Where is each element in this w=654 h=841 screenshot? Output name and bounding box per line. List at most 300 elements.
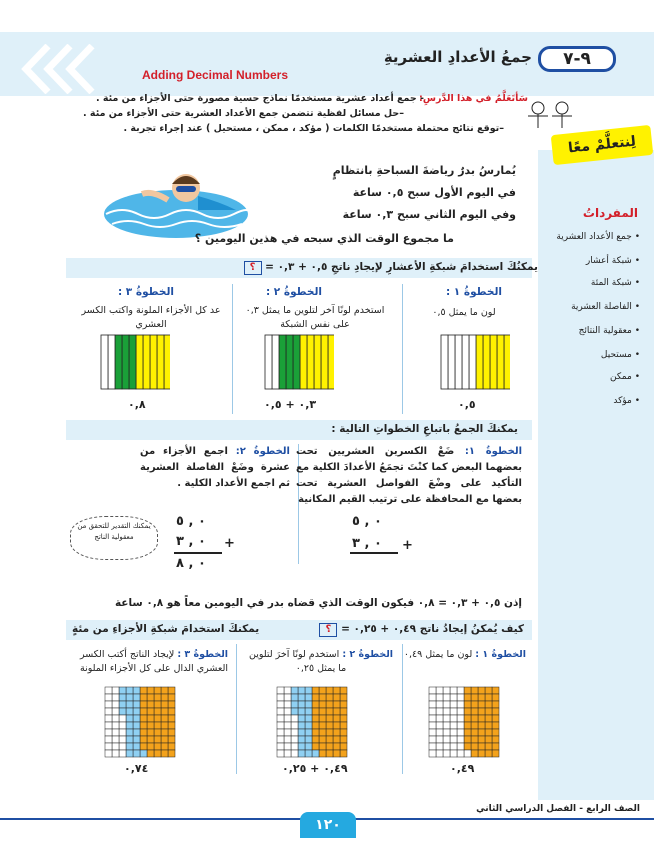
- section3-step1-head: الخطوةُ ١ :: [475, 649, 526, 660]
- vocab-item-label: الفاصلة العشرية: [571, 302, 632, 312]
- grid-cell: [119, 701, 126, 708]
- grid-cell: [464, 687, 471, 694]
- grid-cell: [147, 694, 154, 701]
- grid-cell: [112, 708, 119, 715]
- grid-cell: [126, 694, 133, 701]
- grid-cell: [450, 687, 457, 694]
- grid-cell: [457, 722, 464, 729]
- grid-cell: [333, 701, 340, 708]
- grid-cell: [168, 750, 175, 757]
- grid-cell: [443, 687, 450, 694]
- grid-cell: [305, 715, 312, 722]
- section1-heading-text: يمكنُكَ استخدامَ شبكةِ الأعشارِ لإيجادِ ناتجِ ٠,٥ + ٠,٣ =: [265, 261, 538, 273]
- grid-cell: [161, 715, 168, 722]
- grid-cell: [492, 750, 499, 757]
- grid-cell: [291, 736, 298, 743]
- calc-left-sum: ٠ , ٨: [176, 556, 206, 571]
- chevron-decoration-icon: [8, 44, 98, 94]
- grid-cell: [326, 722, 333, 729]
- grid-cell: [140, 722, 147, 729]
- grid-cell: [319, 729, 326, 736]
- grid-cell: [168, 722, 175, 729]
- grid-cell: [429, 701, 436, 708]
- grid-cell: [133, 729, 140, 736]
- grid-cell: [112, 729, 119, 736]
- section1-step1-text: لون ما يمثل ٠,٥: [432, 307, 496, 318]
- grid-cell: [126, 701, 133, 708]
- grid-cell: [105, 701, 112, 708]
- grid-cell: [133, 715, 140, 722]
- section3-step1-text: لون ما يمثل ٠,٤٩: [403, 649, 473, 660]
- section2-step2-text: اجمع الأجزاء من عشرة وضَعْ الفاصلة العشرية ثم اجمع الأعداد الكلية .: [140, 446, 290, 489]
- grid-cell: [277, 687, 284, 694]
- section3-step3-value: ٠,٧٤: [124, 762, 149, 775]
- grid-cell: [291, 729, 298, 736]
- vocab-item: • مستحيل: [600, 350, 640, 360]
- grid-cell: [340, 715, 347, 722]
- grid-cell: [147, 736, 154, 743]
- grid-cell: [140, 750, 147, 757]
- grid-cell: [429, 694, 436, 701]
- grid-cell: [436, 729, 443, 736]
- grid-cell: [154, 743, 161, 750]
- objective-3: –توقع نتائج محتملة مستخدمًا الكلمات ( مؤكد ، ممكن ، مستحيل ) عند إجراء تجربة .: [123, 123, 504, 134]
- vocabulary-title: المفرداتُ: [582, 206, 638, 220]
- grid-cell: [450, 722, 457, 729]
- grid-cell: [333, 715, 340, 722]
- grid-cell: [105, 708, 112, 715]
- grid-cell: [105, 715, 112, 722]
- grid-cell: [443, 694, 450, 701]
- grid-cell: [119, 729, 126, 736]
- grid-cell: [112, 687, 119, 694]
- objective-2: –حل مسائل لفظية تتضمن جمع الأعداد العشرية حتى الأجزاء من مئة .: [83, 108, 404, 119]
- section2-step1-text: ضَعْ الكسرين العشريين تحت بعضهما البعض كما كنْتَ تجمَعُ الأعدادَ الكلية مع التأكيد على وضْعَ الفواصل العشرية تحت بعضها مع المحافظة على ترتيب القيم المكانية: [296, 446, 522, 505]
- grid-cell: [277, 701, 284, 708]
- grid-cell: [328, 335, 334, 389]
- grid-cell: [319, 687, 326, 694]
- grid-cell: [340, 743, 347, 750]
- grid-cell: [450, 743, 457, 750]
- grid-cell: [326, 694, 333, 701]
- calc-right-mid: ٠ , ٣: [352, 536, 382, 551]
- grid-cell: [478, 708, 485, 715]
- grid-cell: [450, 750, 457, 757]
- grid-cell: [126, 743, 133, 750]
- grid-cell: [326, 715, 333, 722]
- grid-cell: [147, 729, 154, 736]
- grid-cell: [450, 729, 457, 736]
- grid-cell: [457, 729, 464, 736]
- grid-cell: [119, 736, 126, 743]
- grid-cell: [471, 743, 478, 750]
- grid-cell: [298, 722, 305, 729]
- grid-cell: [340, 750, 347, 757]
- grid-cell: [471, 701, 478, 708]
- grid-cell: [464, 701, 471, 708]
- grid-cell: [333, 750, 340, 757]
- grid-cell: [485, 743, 492, 750]
- grid-cell: [168, 743, 175, 750]
- grid-cell: [140, 736, 147, 743]
- lesson-title: جمعُ الأعدادِ العشريةِ: [383, 48, 532, 66]
- grid-cell: [112, 750, 119, 757]
- grid-cell: [291, 750, 298, 757]
- grid-cell: [312, 750, 319, 757]
- grid-cell: [312, 722, 319, 729]
- grid-cell: [154, 687, 161, 694]
- grid-cell: [333, 694, 340, 701]
- grid-cell: [265, 335, 272, 389]
- grid-cell: [108, 335, 115, 389]
- grid-cell: [291, 715, 298, 722]
- grid-cell: [312, 743, 319, 750]
- grid-cell: [319, 743, 326, 750]
- grid-cell: [450, 708, 457, 715]
- grid-cell: [284, 743, 291, 750]
- grid-cell: [457, 708, 464, 715]
- grid-cell: [298, 694, 305, 701]
- grid-cell: [154, 736, 161, 743]
- calc-left-top: [176, 514, 206, 529]
- grid-cell: [140, 694, 147, 701]
- grid-cell: [157, 335, 164, 389]
- grid-cell: [298, 743, 305, 750]
- grid-cell: [154, 694, 161, 701]
- grid-cell: [105, 750, 112, 757]
- grid-cell: [436, 694, 443, 701]
- grid-cell: [291, 708, 298, 715]
- grid-cell: [478, 715, 485, 722]
- grid-cell: [284, 708, 291, 715]
- grid-cell: [305, 743, 312, 750]
- vocab-item: • شبكة المئة: [590, 278, 640, 288]
- learn-label: سَأتَعَلَّمُ في هذا الدَّرسِ:: [419, 93, 528, 104]
- section3-step2-head: الخطوةُ ٢ :: [342, 649, 394, 660]
- grid-cell: [154, 701, 161, 708]
- grid-cell: [105, 687, 112, 694]
- grid-cell: [429, 736, 436, 743]
- grid-cell: [340, 729, 347, 736]
- grid-cell: [115, 335, 122, 389]
- grid-cell: [284, 694, 291, 701]
- grid-cell: [133, 687, 140, 694]
- grid-cell: [305, 722, 312, 729]
- story-intro: يُمارسُ بدرٌ رياضةَ السباحةِ بانتظامٍ: [332, 164, 516, 177]
- grid-cell: [305, 729, 312, 736]
- grid-cell: [326, 687, 333, 694]
- grid-cell: [277, 708, 284, 715]
- grid-cell: [443, 708, 450, 715]
- grid-cell: [277, 694, 284, 701]
- section3-heading-right: يمكنكَ استخدامَ شبكةِ الأجزاءِ من مئةٍ: [72, 623, 260, 635]
- grid-cell: [147, 715, 154, 722]
- grid-cell: [443, 715, 450, 722]
- grid-cell: [126, 722, 133, 729]
- grid-cell: [298, 701, 305, 708]
- grid-cell: [279, 335, 286, 389]
- grid-cell: [284, 729, 291, 736]
- calc-left-line: [174, 552, 222, 554]
- grid-cell: [476, 335, 483, 389]
- grid-cell: [284, 736, 291, 743]
- grid-cell: [277, 715, 284, 722]
- grid-cell: [492, 715, 499, 722]
- grid-cell: [272, 335, 279, 389]
- grid-cell: [471, 694, 478, 701]
- grid-cell: [455, 335, 462, 389]
- grid-cell: [161, 729, 168, 736]
- grid-cell: [464, 722, 471, 729]
- grid-cell: [168, 736, 175, 743]
- grid-cell: [436, 750, 443, 757]
- section3-step2-text: استخدم لونًا آخرَ لتلوين ما يمثل ٠,٢٥: [248, 649, 347, 674]
- grid-cell: [140, 687, 147, 694]
- grid-cell: [161, 708, 168, 715]
- grid-cell: [478, 750, 485, 757]
- grid-cell: [168, 687, 175, 694]
- grid-cell: [298, 708, 305, 715]
- grid-cell: [291, 743, 298, 750]
- grid-cell: [154, 722, 161, 729]
- section3-step3-text: لإيجاد الناتج أكتب الكسر العشري الدال على كل الأجزاء الملونة: [79, 649, 228, 674]
- grid-cell: [154, 708, 161, 715]
- grade-label: الصف الرابع - الفصل الدراسي الثاني: [476, 804, 640, 814]
- grid-cell: [133, 708, 140, 715]
- section3-step3: [76, 648, 232, 676]
- grid-cell: [340, 701, 347, 708]
- grid-cell: [441, 335, 448, 389]
- grid-cell: [471, 736, 478, 743]
- grid-cell: [112, 701, 119, 708]
- grid-cell: [312, 715, 319, 722]
- grid-cell: [497, 335, 504, 389]
- grid-cell: [471, 729, 478, 736]
- divider: [402, 284, 403, 414]
- grid-cell: [112, 715, 119, 722]
- grid-cell: [450, 694, 457, 701]
- grid-cell: [140, 701, 147, 708]
- vocab-item-label: شبكة أعشار: [585, 256, 632, 266]
- grid-cell: [150, 335, 157, 389]
- grid-cell: [143, 335, 150, 389]
- grid-cell: [340, 687, 347, 694]
- grid-cell: [319, 708, 326, 715]
- section3-heading-left: [319, 623, 524, 637]
- grid-cell: [321, 335, 328, 389]
- grid-cell: [333, 743, 340, 750]
- section1-step2-head: الخطوةُ ٢ :: [265, 286, 322, 298]
- grid-cell: [429, 743, 436, 750]
- grid-cell: [443, 743, 450, 750]
- grid-cell: [133, 722, 140, 729]
- grid-cell: [168, 708, 175, 715]
- question-mark-box: ؟: [319, 623, 337, 637]
- grid-cell: [133, 736, 140, 743]
- grid-cell: [485, 715, 492, 722]
- grid-cell: [119, 722, 126, 729]
- lesson-number: ٩-٧: [538, 46, 616, 72]
- grid-cell: [133, 701, 140, 708]
- grid-cell: [112, 694, 119, 701]
- grid-cell: [105, 729, 112, 736]
- grid-cell: [462, 335, 469, 389]
- grid-cell: [105, 736, 112, 743]
- grid-cell: [457, 750, 464, 757]
- grid-cell: [277, 736, 284, 743]
- section1-heading: [244, 261, 539, 275]
- grid-cell: [319, 722, 326, 729]
- grid-cell: [147, 743, 154, 750]
- grid-cell: [464, 694, 471, 701]
- grid-cell: [105, 722, 112, 729]
- grid-cell: [119, 687, 126, 694]
- grid-cell: [154, 715, 161, 722]
- grid-cell: [147, 722, 154, 729]
- grid-cell: [457, 736, 464, 743]
- grid-cell: [326, 729, 333, 736]
- divider: [402, 644, 403, 774]
- grid-cell: [492, 743, 499, 750]
- grid-cell: [478, 701, 485, 708]
- grid-cell: [469, 335, 476, 389]
- grid-cell: [286, 335, 293, 389]
- vocab-item-label: شبكة المئة: [590, 278, 632, 288]
- grid-cell: [164, 335, 170, 389]
- grid-cell: [298, 687, 305, 694]
- grid-cell: [457, 743, 464, 750]
- section3-step2-value: ٠,٤٩ + ٠,٢٥: [282, 762, 348, 775]
- grid-cell: [291, 694, 298, 701]
- grid-cell: [168, 729, 175, 736]
- vocab-item-label: ممكن: [609, 372, 632, 382]
- grid-cell: [126, 750, 133, 757]
- grid-cell: [443, 736, 450, 743]
- grid-cell: [450, 715, 457, 722]
- section2-step2: [140, 444, 290, 492]
- grid-cell: [478, 736, 485, 743]
- vocab-item-label: جمع الأعداد العشرية: [556, 232, 632, 242]
- grid-cell: [340, 722, 347, 729]
- section3-step2: [246, 648, 396, 676]
- grid-cell: [119, 715, 126, 722]
- estimation-tip-cloud: يمكنك التقدير للتحقق من معقولية الناتج: [70, 516, 158, 560]
- grid-cell: [478, 687, 485, 694]
- vocab-item: • الفاصلة العشرية: [571, 302, 640, 312]
- grid-cell: [443, 750, 450, 757]
- stick-figures-icon: [522, 100, 582, 132]
- grid-cell: [457, 701, 464, 708]
- grid-cell: [161, 750, 168, 757]
- grid-cell: [133, 694, 140, 701]
- grid-cell: [333, 687, 340, 694]
- tenths-grid-step1: [440, 334, 510, 390]
- vocab-item: • ممكن: [609, 372, 640, 382]
- divider: [232, 284, 233, 414]
- grid-cell: [161, 687, 168, 694]
- grid-cell: [312, 729, 319, 736]
- grid-cell: [133, 743, 140, 750]
- divider: [236, 644, 237, 774]
- calc-right-line: [350, 552, 398, 554]
- section2-step1: [296, 444, 522, 508]
- grid-cell: [326, 743, 333, 750]
- grid-cell: [471, 722, 478, 729]
- grid-cell: [457, 715, 464, 722]
- grid-cell: [312, 694, 319, 701]
- grid-cell: [154, 750, 161, 757]
- grid-cell: [443, 729, 450, 736]
- grid-cell: [448, 335, 455, 389]
- grid-cell: [277, 750, 284, 757]
- grid-cell: [490, 335, 497, 389]
- grid-cell: [119, 743, 126, 750]
- grid-cell: [168, 694, 175, 701]
- grid-cell: [140, 715, 147, 722]
- section3-step3-head: الخطوةُ ٣ :: [177, 649, 229, 660]
- grid-cell: [319, 736, 326, 743]
- grid-cell: [443, 722, 450, 729]
- grid-cell: [492, 722, 499, 729]
- grid-cell: [333, 736, 340, 743]
- grid-cell: [450, 736, 457, 743]
- calc-left-plus: +: [224, 536, 235, 551]
- section3-step1-value: ٠,٤٩: [450, 762, 475, 775]
- grid-cell: [464, 708, 471, 715]
- question-mark-box: ؟: [244, 261, 262, 275]
- section1-step1-value: ٠,٥: [458, 398, 476, 411]
- grid-cell: [326, 701, 333, 708]
- calc-left-top-text: ٠ , ٥: [176, 514, 206, 529]
- grid-cell: [161, 743, 168, 750]
- conclusion: إذن ٠,٥ + ٠,٣ = ٠,٨ فيكون الوقت الذي قضاه بدر في اليومين معاً هو ٠,٨ ساعة: [114, 597, 522, 609]
- grid-cell: [126, 715, 133, 722]
- section1-step3-value: ٠,٨: [128, 398, 146, 411]
- grid-cell: [147, 750, 154, 757]
- grid-cell: [492, 687, 499, 694]
- grid-cell: [485, 736, 492, 743]
- calc-right-plus: +: [402, 538, 413, 553]
- grid-cell: [504, 335, 510, 389]
- grid-cell: [485, 687, 492, 694]
- section3-heading-left-text: كيف يُمكنُ إيجادُ ناتج ٠,٤٩ + ٠,٢٥ =: [341, 623, 524, 635]
- grid-cell: [457, 694, 464, 701]
- section1-step1-head: الخطوةُ ١ :: [445, 286, 502, 298]
- grid-cell: [436, 701, 443, 708]
- grid-cell: [319, 694, 326, 701]
- grid-cell: [319, 750, 326, 757]
- grid-cell: [478, 722, 485, 729]
- grid-cell: [147, 687, 154, 694]
- grid-cell: [485, 729, 492, 736]
- grid-cell: [147, 701, 154, 708]
- grid-cell: [161, 722, 168, 729]
- grid-cell: [284, 701, 291, 708]
- grid-cell: [298, 736, 305, 743]
- story-day2: وفي اليوم الثاني سبح ٠,٣ ساعة: [342, 208, 516, 221]
- grid-cell: [485, 708, 492, 715]
- grid-cell: [478, 729, 485, 736]
- grid-cell: [277, 722, 284, 729]
- hundredths-grid-step1: [428, 686, 500, 758]
- grid-cell: [326, 736, 333, 743]
- grid-cell: [333, 722, 340, 729]
- grid-cell: [119, 694, 126, 701]
- tenths-grid-step2: [264, 334, 334, 390]
- grid-cell: [168, 701, 175, 708]
- page-number: ١٢٠: [300, 812, 356, 838]
- grid-cell: [478, 743, 485, 750]
